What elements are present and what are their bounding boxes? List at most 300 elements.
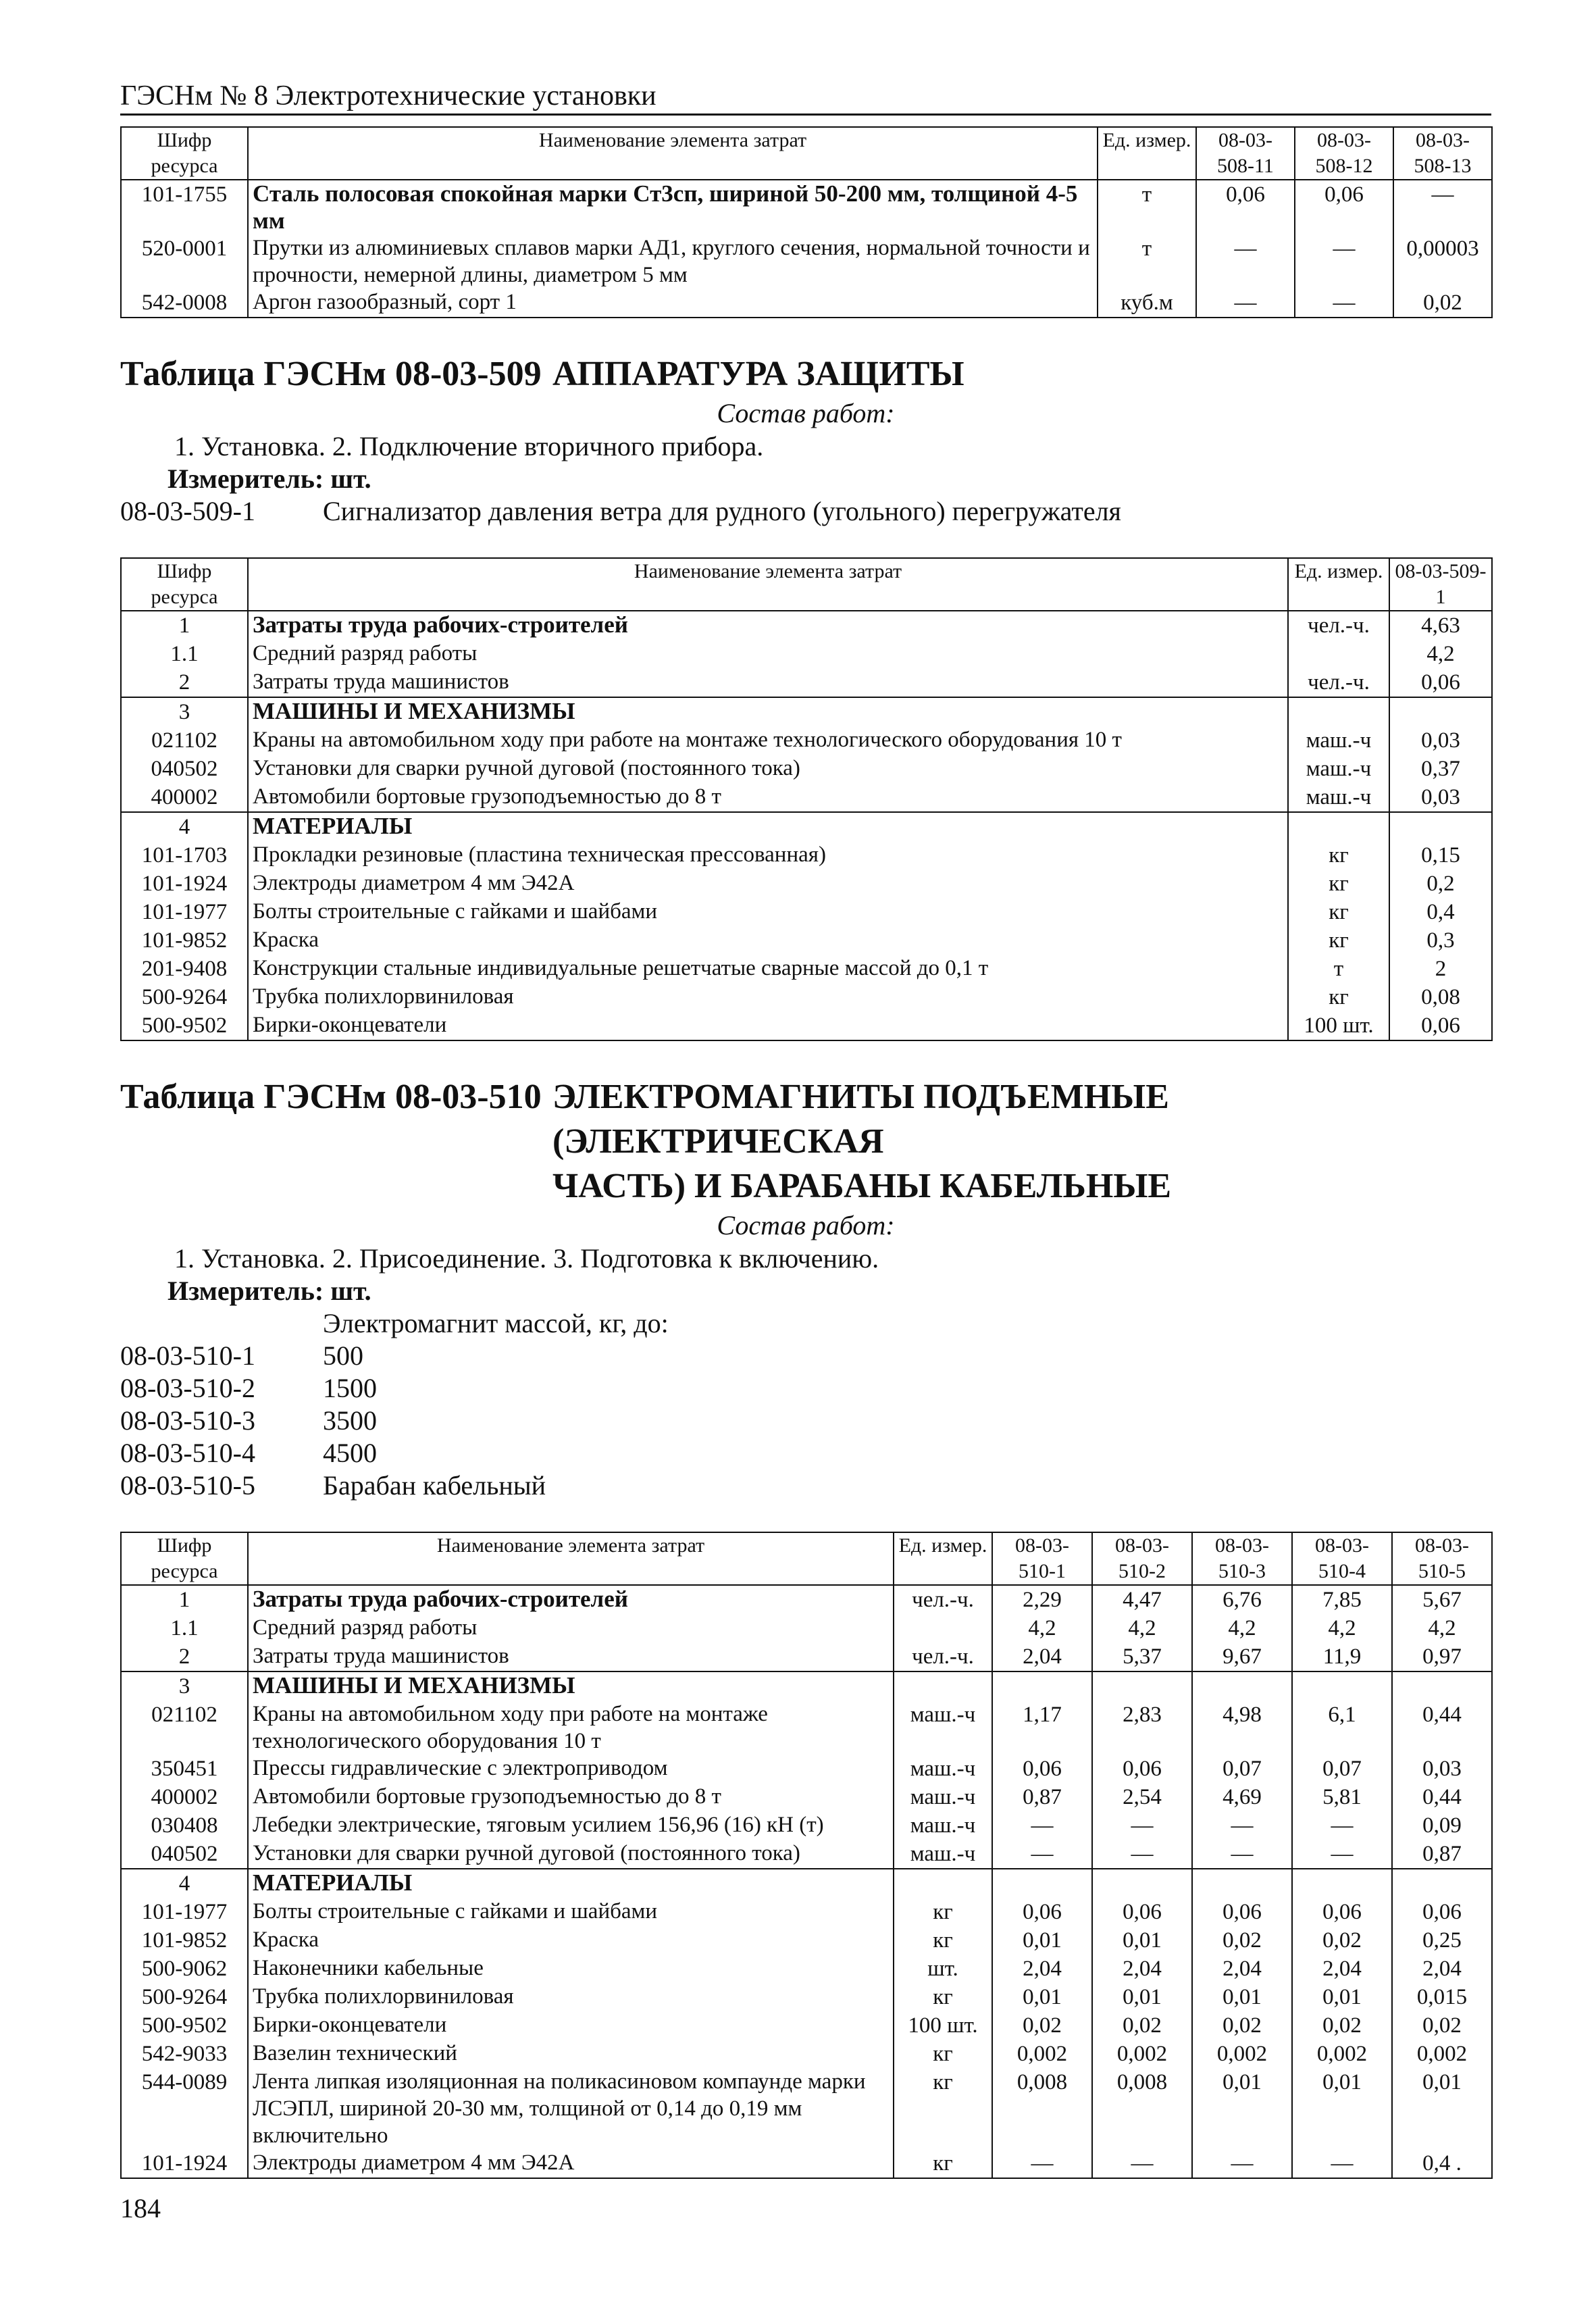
value-cell: 0,02 <box>1092 2011 1192 2040</box>
table-title-line: ЭЛЕКТРОМАГНИТЫ ПОДЪЕМНЫЕ (ЭЛЕКТРИЧЕСКАЯ <box>552 1078 1169 1161</box>
value-cell: 7,85 <box>1292 1585 1392 1614</box>
column-header: 08-03-509-1 <box>1389 558 1492 611</box>
unit-cell: маш.-ч <box>894 1701 992 1755</box>
value-cell <box>992 1671 1092 1701</box>
table-row <box>121 2068 1492 2149</box>
table-08-03-509 <box>120 557 1493 1041</box>
value-cell: 5,67 <box>1392 1585 1492 1614</box>
value-cell: 0,06 <box>1389 668 1492 697</box>
value-cell: 0,3 <box>1389 926 1492 955</box>
value-cell: 5,37 <box>1092 1642 1192 1671</box>
position-item <box>120 1405 1491 1437</box>
table-heading-509 <box>120 352 1491 397</box>
work-composition-label: Состав работ: <box>717 398 895 428</box>
column-header: Шифр ресурса <box>121 558 248 611</box>
cost-item-name: МАТЕРИАЛЫ <box>248 1869 894 1898</box>
unit-cell: маш.-ч <box>894 1840 992 1869</box>
cost-item-name: Наконечники кабельные <box>248 1955 894 1983</box>
cost-item-name: Установки для сварки ручной дуговой (постоянного тока) <box>248 1840 894 1869</box>
value-cell <box>1192 1671 1292 1701</box>
table-row <box>121 983 1492 1011</box>
table-row <box>121 1898 1492 1926</box>
position-code: 08-03-510-2 <box>120 1373 255 1403</box>
value-cell: 0,01 <box>1092 1926 1192 1955</box>
table-row <box>121 755 1492 783</box>
value-cell: 0,02 <box>1393 288 1492 318</box>
table-header-row <box>121 127 1492 180</box>
positions-list <box>120 1340 1491 1502</box>
value-cell: — <box>992 1840 1092 1869</box>
value-cell: 0,002 <box>1392 2040 1492 2068</box>
resource-code: 021102 <box>121 1701 248 1755</box>
unit-cell: маш.-ч <box>1288 755 1389 783</box>
value-cell: — <box>1292 1840 1392 1869</box>
cost-item-name: Краска <box>248 1926 894 1955</box>
value-cell: — <box>992 2149 1092 2178</box>
table-08-03-510 <box>120 1532 1493 2179</box>
resource-code: 520-0001 <box>121 234 248 288</box>
table-row <box>121 611 1492 640</box>
cost-item-name: Конструкции стальные индивидуальные решетчатые сварные массой до 0,1 т <box>248 955 1288 983</box>
table-08-03-508 <box>120 126 1493 318</box>
unit-cell: чел.-ч. <box>1288 611 1389 640</box>
resource-code: 2 <box>121 1642 248 1671</box>
value-cell: 0,06 <box>1192 1898 1292 1926</box>
value-cell: 6,76 <box>1192 1585 1292 1614</box>
resource-code: 021102 <box>121 726 248 755</box>
value-cell: 0,03 <box>1392 1755 1492 1783</box>
table-row <box>121 841 1492 870</box>
unit-cell: маш.-ч <box>894 1783 992 1811</box>
measurement-unit: Измеритель: шт. <box>168 1276 371 1306</box>
value-cell: 0,002 <box>992 2040 1092 2068</box>
value-cell: 0,25 <box>1392 1926 1492 1955</box>
value-cell: 0,06 <box>992 1755 1092 1783</box>
unit-cell <box>894 1671 992 1701</box>
position-description: Барабан кабельный <box>323 1470 546 1501</box>
value-cell <box>1392 1671 1492 1701</box>
value-cell: 0,015 <box>1392 1983 1492 2011</box>
column-header: Шифр ресурса <box>121 1532 248 1585</box>
cost-item-name: Лебедки электрические, тяговым усилием 156,96 (16) кН (т) <box>248 1811 894 1840</box>
unit-cell <box>894 1614 992 1642</box>
resource-code: 500-9264 <box>121 983 248 1011</box>
resource-code: 040502 <box>121 1840 248 1869</box>
value-cell: 0,002 <box>1292 2040 1392 2068</box>
value-cell: 4,47 <box>1092 1585 1192 1614</box>
resource-code: 1.1 <box>121 640 248 668</box>
value-cell: 0,37 <box>1389 755 1492 783</box>
unit-cell: т <box>1098 234 1196 288</box>
value-cell: — <box>992 1811 1092 1840</box>
cost-item-name: Бирки-оконцеватели <box>248 1011 1288 1040</box>
unit-cell: 100 шт. <box>894 2011 992 2040</box>
value-cell: 0,44 <box>1392 1783 1492 1811</box>
value-cell: 0,02 <box>1292 2011 1392 2040</box>
value-cell <box>1092 1671 1192 1701</box>
value-cell: 0,4 . <box>1392 2149 1492 2178</box>
resource-code: 400002 <box>121 783 248 812</box>
value-cell: 0,06 <box>1196 180 1295 234</box>
value-cell: 0,00003 <box>1393 234 1492 288</box>
table-row <box>121 180 1492 234</box>
value-cell: — <box>1092 1840 1192 1869</box>
column-header: Ед. измер. <box>1288 558 1389 611</box>
table-row <box>121 1671 1492 1701</box>
unit-cell: кг <box>1288 898 1389 926</box>
value-cell: 0,02 <box>1392 2011 1492 2040</box>
position-description: 500 <box>323 1340 363 1371</box>
resource-code: 542-0008 <box>121 288 248 318</box>
unit-cell: чел.-ч. <box>894 1642 992 1671</box>
value-cell: 11,9 <box>1292 1642 1392 1671</box>
resource-code: 544-0089 <box>121 2068 248 2149</box>
value-cell: — <box>1196 288 1295 318</box>
unit-cell: 100 шт. <box>1288 1011 1389 1040</box>
resource-code: 3 <box>121 1671 248 1701</box>
table-header-row <box>121 1532 1492 1585</box>
page-number: 184 <box>120 2193 161 2223</box>
table-row <box>121 1926 1492 1955</box>
value-cell: 0,09 <box>1392 1811 1492 1840</box>
value-cell: 0,01 <box>992 1983 1092 2011</box>
cost-item-name: Затраты труда машинистов <box>248 1642 894 1671</box>
position-description: 1500 <box>323 1373 377 1403</box>
unit-cell: т <box>1288 955 1389 983</box>
table-row <box>121 1701 1492 1755</box>
table-row <box>121 1840 1492 1869</box>
resource-code: 101-1755 <box>121 180 248 234</box>
position-item <box>120 1469 1491 1502</box>
cost-item-name: Прокладки резиновые (пластина техническая прессованная) <box>248 841 1288 870</box>
table-row <box>121 1811 1492 1840</box>
value-cell: 2,04 <box>992 1955 1092 1983</box>
resource-code: 101-1703 <box>121 841 248 870</box>
value-cell: 0,008 <box>1092 2068 1192 2149</box>
table-title: АППАРАТУРА ЗАЩИТЫ <box>552 355 964 393</box>
resource-code: 101-9852 <box>121 926 248 955</box>
table-row <box>121 2011 1492 2040</box>
value-cell: 2,83 <box>1092 1701 1192 1755</box>
table-row <box>121 726 1492 755</box>
value-cell: 2 <box>1389 955 1492 983</box>
unit-cell: кг <box>894 1926 992 1955</box>
column-header: 08-03-508-11 <box>1196 127 1295 180</box>
value-cell: 0,15 <box>1389 841 1492 870</box>
column-header: 08-03-510-3 <box>1192 1532 1292 1585</box>
unit-cell: кг <box>894 1983 992 2011</box>
column-header: 08-03-510-4 <box>1292 1532 1392 1585</box>
value-cell: 4,2 <box>1192 1614 1292 1642</box>
value-cell: 0,07 <box>1292 1755 1392 1783</box>
unit-cell: кг <box>1288 926 1389 955</box>
work-composition-label: Состав работ: <box>717 1210 895 1240</box>
value-cell <box>1389 812 1492 841</box>
resource-code: 1 <box>121 1585 248 1614</box>
resource-code: 101-1924 <box>121 2149 248 2178</box>
value-cell: 0,2 <box>1389 870 1492 898</box>
work-composition: 1. Установка. 2. Присоединение. 3. Подготовка к включению. <box>174 1243 879 1274</box>
unit-cell <box>1288 697 1389 726</box>
column-header: 08-03-510-1 <box>992 1532 1092 1585</box>
table-row <box>121 1869 1492 1898</box>
value-cell <box>1392 1869 1492 1898</box>
value-cell: 0,06 <box>1389 1011 1492 1040</box>
value-cell: 0,01 <box>1292 1983 1392 2011</box>
value-cell: 2,54 <box>1092 1783 1192 1811</box>
table-row <box>121 288 1492 318</box>
unit-cell: кг <box>1288 870 1389 898</box>
value-cell: 2,04 <box>1292 1955 1392 1983</box>
cost-item-name: Сталь полосовая спокойная марки Ст3сп, шириной 50-200 мм, толщиной 4-5 мм <box>248 180 1098 234</box>
cost-item-name: Вазелин технический <box>248 2040 894 2068</box>
table-row <box>121 640 1492 668</box>
value-cell <box>1092 1869 1192 1898</box>
value-cell <box>1389 697 1492 726</box>
value-cell: 0,02 <box>1192 1926 1292 1955</box>
value-cell: 9,67 <box>1192 1642 1292 1671</box>
resource-code: 500-9502 <box>121 2011 248 2040</box>
value-cell: 4,2 <box>1292 1614 1392 1642</box>
measurement-unit: Измеритель: шт. <box>168 463 371 494</box>
resource-code: 040502 <box>121 755 248 783</box>
position-description: 4500 <box>323 1438 377 1468</box>
cost-item-name: Установки для сварки ручной дуговой (постоянного тока) <box>248 755 1288 783</box>
column-header: Шифр ресурса <box>121 127 248 180</box>
unit-cell: шт. <box>894 1955 992 1983</box>
table-row <box>121 1614 1492 1642</box>
resource-code: 542-9033 <box>121 2040 248 2068</box>
cost-item-name: Автомобили бортовые грузоподъемностью до 8 т <box>248 783 1288 812</box>
value-cell: 0,06 <box>1295 180 1393 234</box>
value-cell: 0,01 <box>1092 1983 1192 2011</box>
cost-item-name: Болты строительные с гайками и шайбами <box>248 898 1288 926</box>
table-row <box>121 2040 1492 2068</box>
value-cell: 0,01 <box>1392 2068 1492 2149</box>
unit-cell: кг <box>894 2040 992 2068</box>
position-item <box>120 1340 1491 1372</box>
positions-list <box>120 495 1491 528</box>
value-cell: — <box>1292 1811 1392 1840</box>
value-cell: — <box>1092 1811 1192 1840</box>
position-item <box>120 1372 1491 1405</box>
value-cell: 5,81 <box>1292 1783 1392 1811</box>
cost-item-name: Аргон газообразный, сорт 1 <box>248 288 1098 318</box>
unit-cell: маш.-ч <box>1288 783 1389 812</box>
cost-item-name: МАШИНЫ И МЕХАНИЗМЫ <box>248 697 1288 726</box>
value-cell: 2,04 <box>1092 1955 1192 1983</box>
cost-item-name: Прессы гидравлические с электроприводом <box>248 1755 894 1783</box>
value-cell <box>1192 1869 1292 1898</box>
cost-item-name: Средний разряд работы <box>248 640 1288 668</box>
value-cell: 0,03 <box>1389 726 1492 755</box>
resource-code: 201-9408 <box>121 955 248 983</box>
resource-code: 1 <box>121 611 248 640</box>
table-row <box>121 1755 1492 1783</box>
unit-cell: чел.-ч. <box>894 1585 992 1614</box>
value-cell: 0,06 <box>1092 1898 1192 1926</box>
table-row <box>121 234 1492 288</box>
unit-cell: кг <box>1288 983 1389 1011</box>
resource-code: 101-9852 <box>121 1926 248 1955</box>
value-cell <box>992 1869 1092 1898</box>
value-cell: 4,63 <box>1389 611 1492 640</box>
value-cell: 0,87 <box>1392 1840 1492 1869</box>
column-header: Наименование элемента затрат <box>248 127 1098 180</box>
value-cell: 1,17 <box>992 1701 1092 1755</box>
unit-cell: маш.-ч <box>894 1811 992 1840</box>
value-cell: 4,2 <box>1389 640 1492 668</box>
position-item <box>120 1437 1491 1469</box>
resource-code: 101-1977 <box>121 898 248 926</box>
cost-item-name: Затраты труда машинистов <box>248 668 1288 697</box>
position-code: 08-03-510-4 <box>120 1438 255 1468</box>
unit-cell: т <box>1098 180 1196 234</box>
table-row <box>121 926 1492 955</box>
table-row <box>121 1983 1492 2011</box>
unit-cell <box>1288 640 1389 668</box>
value-cell: 2,04 <box>1392 1955 1492 1983</box>
table-header-row <box>121 558 1492 611</box>
cost-item-name: Трубка полихлорвиниловая <box>248 1983 894 2011</box>
resource-code: 500-9502 <box>121 1011 248 1040</box>
table-row <box>121 898 1492 926</box>
value-cell: 0,07 <box>1192 1755 1292 1783</box>
document-page <box>120 80 1491 2179</box>
table-row <box>121 1011 1492 1040</box>
value-cell: — <box>1192 1811 1292 1840</box>
column-header: Ед. измер. <box>894 1532 992 1585</box>
resource-code: 4 <box>121 812 248 841</box>
unit-cell: кг <box>894 1898 992 1926</box>
value-cell: 2,04 <box>992 1642 1092 1671</box>
value-cell: 4,98 <box>1192 1701 1292 1755</box>
column-header: Наименование элемента затрат <box>248 558 1288 611</box>
cost-item-name: Затраты труда рабочих-строителей <box>248 611 1288 640</box>
value-cell: 0,02 <box>1192 2011 1292 2040</box>
value-cell: 0,02 <box>992 2011 1092 2040</box>
value-cell: — <box>1393 180 1492 234</box>
value-cell: 0,01 <box>992 1926 1092 1955</box>
cost-item-name: Электроды диаметром 4 мм Э42А <box>248 2149 894 2178</box>
unit-cell: кг <box>894 2149 992 2178</box>
value-cell: — <box>1295 288 1393 318</box>
table-title-line: ЧАСТЬ) И БАРАБАНЫ КАБЕЛЬНЫЕ <box>552 1167 1172 1205</box>
value-cell: 0,01 <box>1192 2068 1292 2149</box>
table-row <box>121 697 1492 726</box>
value-cell: 0,002 <box>1092 2040 1192 2068</box>
work-composition: 1. Установка. 2. Подключение вторичного прибора. <box>174 431 764 461</box>
unit-cell <box>894 1869 992 1898</box>
unit-cell: кг <box>894 2068 992 2149</box>
position-code: 08-03-510-5 <box>120 1470 255 1501</box>
cost-item-name: Автомобили бортовые грузоподъемностью до 8 т <box>248 1783 894 1811</box>
cost-item-name: Бирки-оконцеватели <box>248 2011 894 2040</box>
unit-cell: маш.-ч <box>1288 726 1389 755</box>
cost-item-name: Краны на автомобильном ходу при работе на монтаже технологического оборудования 10 т <box>248 726 1288 755</box>
table-row <box>121 1783 1492 1811</box>
table-number: Таблица ГЭСНм 08-03-509 <box>120 355 542 393</box>
resource-code: 2 <box>121 668 248 697</box>
position-code: 08-03-510-1 <box>120 1340 255 1371</box>
column-header: 08-03-508-12 <box>1295 127 1393 180</box>
table-row <box>121 812 1492 841</box>
column-header: 08-03-510-2 <box>1092 1532 1192 1585</box>
resource-code: 400002 <box>121 1783 248 1811</box>
cost-item-name: Краны на автомобильном ходу при работе на монтаже технологического оборудования 10 т <box>248 1701 894 1755</box>
unit-cell: маш.-ч <box>894 1755 992 1783</box>
table-row <box>121 783 1492 812</box>
resource-code: 101-1977 <box>121 1898 248 1926</box>
value-cell: 0,87 <box>992 1783 1092 1811</box>
value-cell: 0,4 <box>1389 898 1492 926</box>
cost-item-name: Болты строительные с гайками и шайбами <box>248 1898 894 1926</box>
resource-code: 500-9264 <box>121 1983 248 2011</box>
value-cell: 4,69 <box>1192 1783 1292 1811</box>
column-header: Ед. измер. <box>1098 127 1196 180</box>
cost-item-name: Прутки из алюминиевых сплавов марки АД1, круглого сечения, нормальной точности и прочности, немерной длины, диаметром 5 мм <box>248 234 1098 288</box>
running-header: ГЭСНм № 8 Электротехнические установки <box>120 80 1491 116</box>
resource-code: 4 <box>121 1869 248 1898</box>
value-cell: 0,44 <box>1392 1701 1492 1755</box>
cost-item-name: МАШИНЫ И МЕХАНИЗМЫ <box>248 1671 894 1701</box>
resource-code: 350451 <box>121 1755 248 1783</box>
column-header: 08-03-508-13 <box>1393 127 1492 180</box>
value-cell: — <box>1295 234 1393 288</box>
table-row <box>121 955 1492 983</box>
value-cell: — <box>1092 2149 1192 2178</box>
value-cell: — <box>1192 2149 1292 2178</box>
column-header: Наименование элемента затрат <box>248 1532 894 1585</box>
value-cell: 0,03 <box>1389 783 1492 812</box>
table-row <box>121 1585 1492 1614</box>
value-cell: 0,01 <box>1192 1983 1292 2011</box>
column-header: 08-03-510-5 <box>1392 1532 1492 1585</box>
value-cell: 0,02 <box>1292 1926 1392 1955</box>
cost-item-name: МАТЕРИАЛЫ <box>248 812 1288 841</box>
position-code: 08-03-510-3 <box>120 1405 255 1436</box>
unit-cell: чел.-ч. <box>1288 668 1389 697</box>
value-cell: — <box>1192 1840 1292 1869</box>
unit-cell <box>1288 812 1389 841</box>
table-heading-510 <box>120 1075 1491 1209</box>
resource-code: 030408 <box>121 1811 248 1840</box>
table-row <box>121 1642 1492 1671</box>
value-cell: 2,04 <box>1192 1955 1292 1983</box>
value-cell: — <box>1292 2149 1392 2178</box>
table-row <box>121 1955 1492 1983</box>
table-row <box>121 668 1492 697</box>
cost-item-name: Краска <box>248 926 1288 955</box>
cost-item-name: Затраты труда рабочих-строителей <box>248 1585 894 1614</box>
resource-code: 3 <box>121 697 248 726</box>
value-cell: 0,008 <box>992 2068 1092 2149</box>
resource-code: 1.1 <box>121 1614 248 1642</box>
value-cell: 0,06 <box>1292 1898 1392 1926</box>
cost-item-name: Электроды диаметром 4 мм Э42А <box>248 870 1288 898</box>
resource-code: 101-1924 <box>121 870 248 898</box>
cost-item-name: Лента липкая изоляционная на поликасиновом компаунде марки ЛСЭПЛ, шириной 20-30 мм, толщиной от 0,14 до 0,19 мм включительно <box>248 2068 894 2149</box>
position-description: 3500 <box>323 1405 377 1436</box>
value-cell: 6,1 <box>1292 1701 1392 1755</box>
value-cell <box>1292 1671 1392 1701</box>
subheading: Электромагнит массой, кг, до: <box>323 1308 669 1338</box>
value-cell: 0,06 <box>1092 1755 1192 1783</box>
value-cell: 0,01 <box>1292 2068 1392 2149</box>
value-cell: 4,2 <box>1392 1614 1492 1642</box>
table-row <box>121 870 1492 898</box>
table-number: Таблица ГЭСНм 08-03-510 <box>120 1078 542 1116</box>
